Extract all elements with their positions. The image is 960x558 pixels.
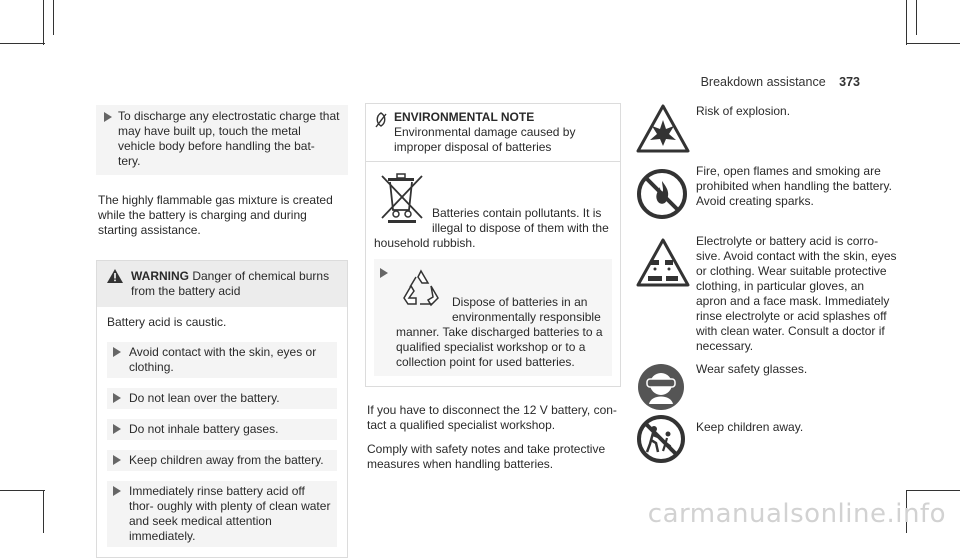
corrosive-warning-icon — [636, 238, 690, 288]
keep-children-away-icon — [636, 414, 686, 464]
crop-mark — [43, 0, 44, 45]
list-item — [107, 419, 337, 440]
crossed-out-bin-icon — [378, 170, 426, 224]
page-number: 373 — [839, 75, 860, 89]
list-item — [107, 450, 337, 471]
crop-mark — [53, 0, 54, 35]
hazard-text: Wear safety glasses. — [696, 362, 808, 376]
warning-label: WARNING — [131, 269, 189, 283]
page-header — [701, 75, 860, 89]
instruction-text: To discharge any electrostatic charge that may have built up, touch the metal vehicle body before handling the bat- tery. — [118, 109, 340, 168]
explosion-warning-icon — [636, 104, 690, 154]
bullet-arrow-icon — [113, 486, 121, 496]
warning-intro: Battery acid is caustic. — [107, 315, 227, 329]
warning-header — [97, 261, 347, 307]
crop-mark — [43, 490, 44, 533]
bullet-arrow-icon — [113, 393, 121, 403]
section-title: Breakdown assistance — [700, 75, 826, 89]
hazard-text: Fire, open flames and smoking are prohibited when handling the battery. Avoid creating sparks. — [696, 164, 892, 208]
environment-leaf-icon — [374, 112, 388, 128]
instruction-text: Do not inhale battery gases. — [129, 422, 279, 436]
column-right — [636, 104, 898, 466]
paragraph: The highly flammable gas mixture is created while the battery is charging and during starting assistance. — [98, 193, 333, 237]
warning-triangle-icon — [107, 269, 123, 283]
crop-mark — [906, 0, 907, 45]
recycle-icon — [398, 267, 444, 311]
environmental-note-label: ENVIRONMENTAL NOTE — [394, 110, 535, 124]
list-item — [636, 164, 898, 222]
environmental-note-box — [365, 103, 621, 387]
environmental-note-title: Environmental damage caused by improper disposal of batteries — [394, 125, 576, 154]
crop-mark — [916, 0, 917, 35]
environmental-note-header — [366, 104, 620, 162]
crop-mark — [0, 43, 45, 44]
instruction-text: Dispose of batteries in an environmentally responsible manner. Take discharged batteries to a qualified specialist workshop or to a collection point for used batteries. — [396, 295, 603, 369]
crop-mark — [906, 43, 960, 44]
warning-text — [131, 269, 337, 299]
column-left — [96, 105, 348, 558]
bullet-arrow-icon — [380, 268, 388, 278]
list-item — [107, 342, 337, 378]
crossed-bin-row — [374, 170, 612, 251]
list-item — [107, 481, 337, 547]
list-item — [636, 414, 898, 466]
instruction-text: Avoid contact with the skin, eyes or clothing. — [129, 345, 317, 374]
list-item — [636, 234, 898, 354]
hazard-text: Keep children away. — [696, 420, 804, 434]
hazard-text: Risk of explosion. — [696, 104, 791, 118]
crop-mark — [906, 490, 960, 491]
list-item — [374, 259, 612, 376]
warning-box — [96, 260, 348, 558]
instruction-text: Keep children away from the battery. — [129, 453, 324, 467]
bullet-arrow-icon — [113, 424, 121, 434]
list-item — [107, 388, 337, 409]
environmental-note-body — [366, 162, 620, 386]
instruction-text: Do not lean over the battery. — [129, 391, 280, 405]
column-middle — [365, 103, 621, 472]
paragraph: If you have to disconnect the 12 V battery, con- tact a qualified specialist workshop. — [367, 403, 617, 432]
bullet-arrow-icon — [113, 347, 121, 357]
paragraph: Comply with safety notes and take protective measures when handling batteries. — [367, 442, 606, 471]
instruction-text: Immediately rinse battery acid off thor- oughly with plenty of clean water and seek medical attention immediately. — [129, 484, 331, 543]
watermark: carmanualsonline.info — [647, 499, 946, 529]
environmental-note-description: Batteries contain pollutants. It is illegal to dispose of them with the household rubbish. — [374, 206, 609, 250]
bullet-arrow-icon — [104, 112, 112, 122]
safety-glasses-icon — [636, 362, 686, 412]
hazard-text: Electrolyte or battery acid is corro- sive. Avoid contact with the skin, eyes or clothing. Wear suitable protective clothing, in particular gloves, an apron and a face mask. Immediately rinse electrolyte or acid splashes off with clean water. Consult a doctor if necessary. — [696, 234, 897, 353]
crop-mark — [0, 490, 45, 491]
warning-body — [97, 307, 347, 557]
environmental-note-text — [394, 110, 612, 155]
list-item — [96, 105, 348, 175]
no-fire-icon — [636, 168, 688, 220]
warning-title: Danger of chemical burns from the battery acid — [131, 269, 330, 298]
bullet-arrow-icon — [113, 455, 121, 465]
list-item — [636, 362, 898, 414]
list-item — [636, 104, 898, 162]
